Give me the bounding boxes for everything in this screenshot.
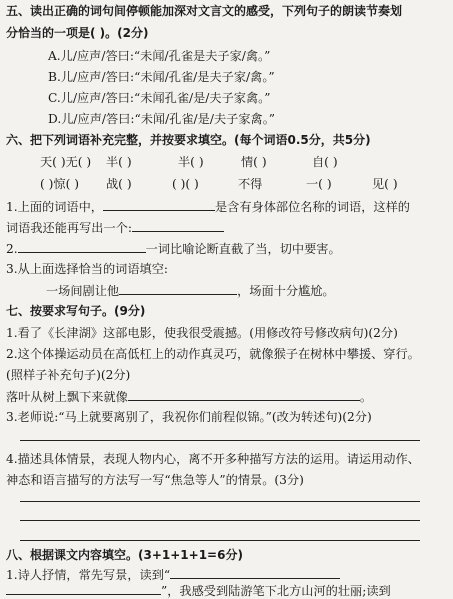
section5-line2: 分恰当的一项是( )。(2分) <box>6 26 149 40</box>
q6-3-fill: 一场间剧让他 ，场面十分尴尬。 <box>46 284 335 298</box>
section7-title: 七、按要求写句子。(9分) <box>6 304 146 318</box>
option-b: B.儿/应声/答曰:“未闻/孔雀/是夫子家/禽。” <box>48 70 275 84</box>
idiom-cell: 自( ) <box>312 155 338 169</box>
q7-4-line1: 4.描述具体情景，表现人物内心，离不开多种描写方法的运用。请运用动作、 <box>6 452 420 466</box>
q6-3: 3.从上面选择恰当的词语填空: <box>6 262 168 276</box>
section6-title: 六、把下列词语补充完整，并按要求填空。(每个词语0.5分，共5分) <box>6 133 371 147</box>
answer-blank[interactable] <box>128 389 360 401</box>
answer-blank[interactable] <box>170 567 340 579</box>
option-c: C.儿/应声/答曰:“未闻孔雀/是/夫子家禽。” <box>48 91 271 105</box>
answer-blank[interactable] <box>119 283 237 295</box>
q6-2: 2. 一词比喻论断直截了当，切中要害。 <box>6 242 341 256</box>
q7-3: 3.老师说:“马上就要离别了，我祝你们前程似锦。”(改为转述句)(2分) <box>6 410 372 424</box>
q6-1-line1: 1.上面的词语中， 是含有身体部位名称的词语，这样的 <box>6 200 410 214</box>
answer-blank[interactable] <box>132 220 224 232</box>
q8-1-line2: ”，我感受到陆游笔下北方山河的壮丽;读到 <box>6 583 391 599</box>
idiom-cell: 一( ) <box>306 177 332 191</box>
idiom-row-2 <box>0 177 453 192</box>
section8-title: 八、根据课文内容填空。(3+1+1+1=6分) <box>6 548 243 562</box>
idiom-cell: 半( ) <box>106 155 132 169</box>
idiom-cell: ( )惊( ) <box>40 177 79 191</box>
q7-2-fill: 落叶从树上飘下来就像 。 <box>6 390 373 404</box>
q7-4-line2: 神态和语言描写的方法写一写“焦急等人”的情景。(3分) <box>6 473 304 487</box>
idiom-cell: ( )( ) <box>172 177 199 191</box>
option-a: A.儿/应声/答曰:“未闻/孔雀是夫子家/禽。” <box>48 49 271 63</box>
answer-blank[interactable] <box>18 241 146 253</box>
option-d: D.儿/应声/答曰:“未闻/孔雀/是/夫子家禽。” <box>48 112 276 126</box>
idiom-cell: 半( ) <box>178 155 204 169</box>
answer-line[interactable] <box>20 540 420 541</box>
idiom-cell: 情( ) <box>241 155 267 169</box>
q7-2-line2: (照样子补充句子)(2分) <box>6 368 131 382</box>
idiom-cell: 天( )无( ) <box>40 155 92 169</box>
answer-blank[interactable] <box>6 583 161 595</box>
idiom-cell: 见( ) <box>372 177 398 191</box>
q7-2-line1: 2.这个体操运动员在高低杠上的动作真灵巧，就像猴子在树林中攀援、穿行。 <box>6 347 420 361</box>
q7-1: 1.看了《长津湖》这部电影，使我很受震撼。(用修改符号修改病句)(2分) <box>6 326 398 340</box>
idiom-cell: 不得 <box>238 177 263 191</box>
idiom-row-1 <box>0 155 453 170</box>
answer-blank[interactable] <box>103 199 215 211</box>
answer-line[interactable] <box>20 501 420 502</box>
idiom-cell: 战( ) <box>106 177 132 191</box>
answer-line[interactable] <box>20 520 420 521</box>
q6-1-line2: 词语我还能再写出一个: <box>6 220 224 236</box>
answer-line[interactable] <box>20 440 420 441</box>
section5-line1: 五、读出正确的词句间停顿能加深对文言文的感受，下列句子的朗读节奏划 <box>6 4 403 18</box>
q8-1-line1: 1.诗人抒情，常先写景，读到“ <box>6 567 340 583</box>
